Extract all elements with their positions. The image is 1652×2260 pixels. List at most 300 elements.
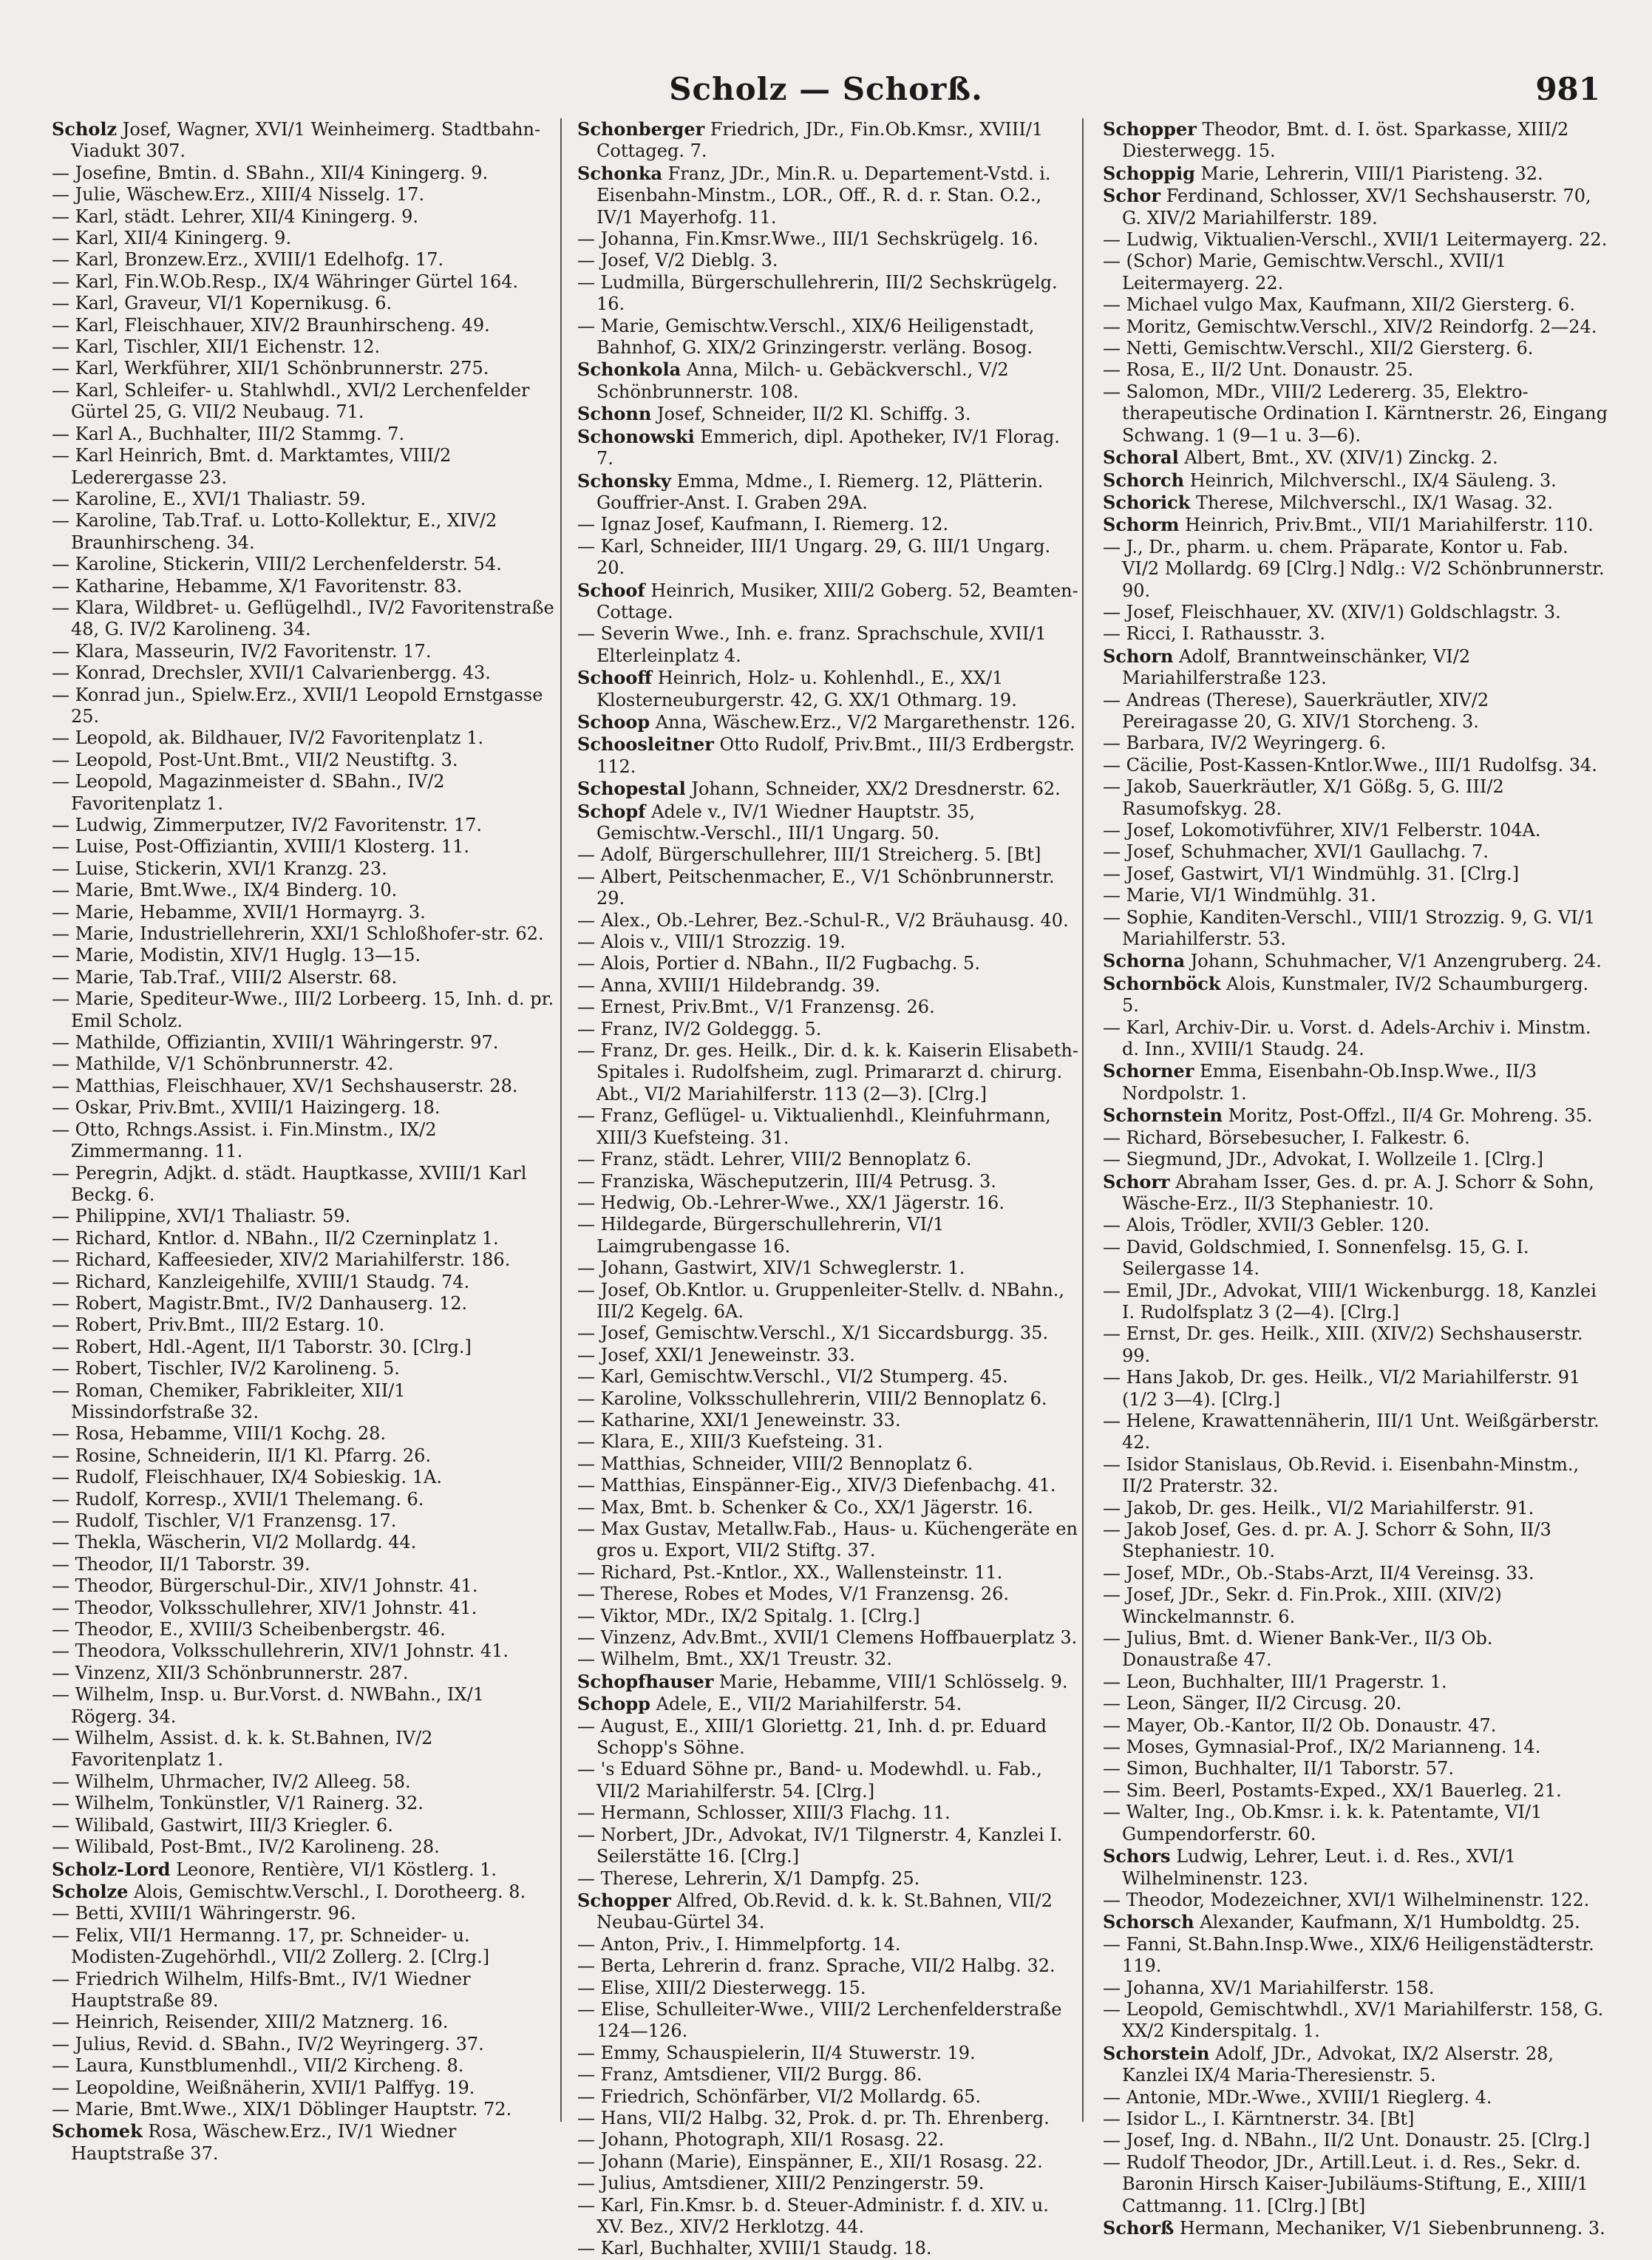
directory-entry — [52, 858, 557, 880]
entry-surname: — — [577, 1977, 595, 1998]
entry-surname: — — [577, 1475, 595, 1496]
entry-details: Richard, Kaffeesieder, XIV/2 Mariahilferstr. 186. — [75, 1249, 511, 1271]
entry-details: Otto Rudolf, Priv.Bmt., III/3 Erdbergstr. 112. — [596, 734, 1075, 777]
entry-surname: — — [52, 206, 69, 227]
entry-surname: — — [577, 514, 595, 535]
entry-details: Karl Heinrich, Bmt. d. Marktamtes, VIII/2 Lederergasse 23. — [71, 445, 452, 488]
entry-surname: — — [52, 1836, 69, 1858]
entry-details: Therese, Lehrerin, X/1 Dampfg. 25. — [600, 1867, 920, 1889]
entry-surname: Schornstein — [1103, 1104, 1223, 1127]
directory-entry — [52, 2099, 557, 2120]
entry-surname: — — [1103, 2130, 1121, 2151]
entry-details: Franziska, Wäscheputzerin, III/4 Petrusg. 3. — [600, 1170, 996, 1192]
entry-surname: — — [577, 623, 595, 645]
entry-surname: — — [1103, 754, 1121, 776]
directory-entry — [577, 2238, 1082, 2259]
entry-details: Isidor L., I. Kärntnerstr. 34. [Bt] — [1126, 2108, 1415, 2129]
directory-entry — [577, 228, 1082, 250]
directory-entry — [577, 1431, 1082, 1453]
entry-details: Albert, Peitschenmacher, E., V/1 Schönbrunnerstr. 29. — [596, 866, 1055, 909]
entry-details: Josef, Fleischhauer, XV. (XIV/1) Goldschlagstr. 3. — [1126, 601, 1561, 622]
entry-surname: Schopf — [577, 800, 646, 822]
directory-entry — [577, 844, 1082, 866]
entry-details: Adolf, Branntweinschänker, VI/2 Mariahilferstraße 123. — [1122, 645, 1471, 689]
entry-details: Jakob Josef, Ges. d. pr. A. J. Schorr & Sohn, II/3 Stephaniestr. 10. — [1122, 1519, 1551, 1562]
entry-details: Johann, Gastwirt, XIV/1 Schweglerstr. 1. — [600, 1258, 965, 1279]
directory-entry — [1103, 907, 1608, 951]
entry-surname: — — [1103, 885, 1121, 906]
directory-entry — [577, 1410, 1082, 1431]
directory-entry — [52, 662, 557, 684]
entry-details: Ricci, I. Rathausstr. 3. — [1126, 623, 1326, 645]
directory-entry — [52, 358, 557, 379]
entry-details: Karl, Fin.Kmsr. b. d. Steuer-Administr. f. d. XIV. u. XV. Bez., XIV/2 Herklotzg. 44. — [596, 2194, 1049, 2237]
entry-details: Hermann, Schlosser, XIII/3 Flachg. 11. — [600, 1802, 951, 1824]
directory-entry — [577, 2108, 1082, 2129]
entry-surname: — — [577, 1258, 595, 1279]
entry-surname: — — [1103, 1453, 1121, 1475]
entry-surname: — — [1103, 820, 1121, 841]
directory-entry — [52, 1815, 557, 1836]
directory-entry — [52, 1598, 557, 1619]
entry-surname: — — [577, 2194, 595, 2216]
entry-surname: — — [577, 1323, 595, 1344]
directory-entry — [52, 163, 557, 184]
directory-entry — [1103, 469, 1608, 492]
entry-details: Wilibald, Gastwirt, III/3 Kriegler. 6. — [75, 1814, 393, 1836]
entry-details: Marie, Hebamme, XVII/1 Hormayrg. 3. — [75, 901, 426, 923]
entry-surname: — — [1103, 601, 1121, 622]
entry-details: Karl, Buchhalter, XVIII/1 Staudg. 18. — [600, 2238, 932, 2259]
entry-surname: — — [52, 1640, 69, 1662]
directory-entry — [1103, 690, 1608, 733]
entry-surname: — — [52, 1510, 69, 1531]
entry-details: Julius, Revid. d. SBahn., IV/2 Weyringerg. 37. — [75, 2033, 484, 2054]
entry-surname: — — [52, 1968, 69, 1989]
entry-surname: Schonkola — [577, 359, 681, 381]
directory-entry — [52, 1119, 557, 1163]
entry-surname: — — [52, 1206, 69, 1227]
entry-surname: — — [52, 1227, 69, 1249]
entry-surname: — — [52, 1336, 69, 1357]
entry-surname: — — [52, 1053, 69, 1075]
directory-entry — [52, 902, 557, 923]
entry-surname: Schorm — [1103, 514, 1180, 536]
entry-details: Josef, Lokomotivführer, XIV/1 Felberstr. 104A. — [1126, 820, 1541, 841]
entry-details: Johanna, Fin.Kmsr.Wwe., III/1 Sechskrügelg. 16. — [600, 228, 1039, 250]
column-middle — [577, 118, 1082, 2259]
entry-details: Alois v., VIII/1 Strozzig. 19. — [600, 932, 846, 953]
entry-details: Leopold, Gemischtwhdl., XV/1 Mariahilferstr. 158, G. XX/2 Kinderspitalg. 1. — [1122, 1998, 1604, 2042]
entry-details: Marie, Tab.Traf., VIII/2 Alserstr. 68. — [75, 966, 398, 988]
entry-details: Ferdinand, Schlosser, XV/1 Sechshauserstr. 70, G. XIV/2 Mariahilferstr. 189. — [1122, 186, 1591, 228]
directory-entry — [52, 315, 557, 336]
entry-surname: — — [1103, 1584, 1121, 1606]
entry-details: Leopold, Post-Unt.Bmt., VII/2 Neustiftg. 3. — [75, 749, 458, 770]
entry-details: Klara, Wildbret- u. Geflügelhdl., IV/2 Favoritenstraße 48, G. IV/2 Karolineng. 34. — [71, 597, 554, 640]
entry-details: Sophie, Kanditen-Verschl., VIII/1 Strozzig. 9, G. VI/1 Mariahilferstr. 53. — [1122, 906, 1596, 950]
directory-entry — [52, 1881, 557, 1903]
entry-surname: — — [52, 662, 69, 684]
entry-surname: — — [1103, 689, 1121, 710]
directory-entry — [1103, 1323, 1608, 1367]
entry-details: Moritz, Post-Offzl., II/4 Gr. Mohreng. 35. — [1228, 1105, 1593, 1127]
directory-entry — [577, 272, 1082, 316]
entry-surname: — — [52, 293, 69, 314]
entry-details: Adolf, Bürgerschullehrer, III/1 Streicherg. 5. [Bt] — [600, 844, 1041, 866]
directory-entry — [577, 1497, 1082, 1518]
entry-details: Josef, XXI/1 Jeneweinstr. 33. — [600, 1344, 855, 1365]
entry-surname: Schopper — [577, 1889, 671, 1911]
directory-entry — [577, 1323, 1082, 1344]
entry-details: Karl, XII/4 Kiningerg. 9. — [75, 228, 292, 249]
entry-details: Isidor Stanislaus, Ob.Revid. i. Eisenbahn-Minstm., II/2 Praterstr. 32. — [1122, 1453, 1580, 1497]
entry-details: Wilhelm, Bmt., XX/1 Treustr. 32. — [600, 1649, 893, 1670]
entry-surname: — — [1103, 1236, 1121, 1258]
entry-surname: — — [577, 250, 595, 271]
entry-surname: Schopper — [1103, 118, 1197, 140]
entry-surname: — — [52, 901, 69, 923]
entry-surname: — — [52, 1249, 69, 1271]
directory-entry — [577, 1105, 1082, 1149]
entry-surname: — — [577, 1040, 595, 1062]
entry-details: Katharine, XXI/1 Jeneweinstr. 33. — [600, 1409, 901, 1431]
entry-surname: — — [1103, 359, 1121, 381]
directory-entry — [577, 1955, 1082, 1977]
entry-surname: — — [52, 727, 69, 749]
directory-entry — [577, 1978, 1082, 1999]
directory-entry — [577, 470, 1082, 515]
directory-entry — [1103, 755, 1608, 776]
directory-entry — [52, 1249, 557, 1271]
directory-entry — [577, 1258, 1082, 1279]
directory-entry — [52, 249, 557, 271]
directory-entry — [52, 750, 557, 771]
entry-surname: Schonowski — [577, 425, 695, 447]
entry-details: Laura, Kunstblumenhdl., VII/2 Kircheng. 8. — [75, 2055, 464, 2077]
entry-details: Rudolf, Tischler, V/1 Franzensg. 17. — [75, 1510, 397, 1531]
entry-details: Betti, XVIII/1 Währingerstr. 96. — [75, 1903, 356, 1924]
entry-details: Therese, Milchverschl., IX/1 Wasag. 32. — [1196, 492, 1553, 513]
directory-entry — [577, 1868, 1082, 1890]
entry-details: Karl, Werkführer, XII/1 Schönbrunnerstr. 275. — [75, 358, 489, 379]
directory-entry — [1103, 294, 1608, 316]
entry-surname: — — [52, 1292, 69, 1314]
entry-surname: Schooff — [577, 667, 653, 689]
entry-surname: — — [1103, 1149, 1121, 1170]
directory-entry — [1103, 1215, 1608, 1236]
entry-details: Karl, Graveur, VI/1 Kopernikusg. 6. — [75, 293, 392, 314]
directory-entry — [1103, 776, 1608, 820]
entry-surname: Schonberger — [577, 118, 705, 140]
entry-details: Konrad, Drechsler, XVII/1 Calvarienbergg. 43. — [75, 662, 491, 684]
entry-surname: — — [1103, 294, 1121, 316]
directory-entry — [577, 403, 1082, 425]
directory-entry — [577, 163, 1082, 228]
entry-details: Ludmilla, Bürgerschullehrerin, III/2 Sechskrügelg. 16. — [596, 271, 1058, 315]
entry-surname: — — [577, 1366, 595, 1388]
entry-surname: — — [52, 749, 69, 770]
entry-surname: — — [52, 1423, 69, 1445]
entry-details: Luise, Stickerin, XVI/1 Kranzg. 23. — [75, 858, 387, 879]
entry-details: Emma, Eisenbahn-Ob.Insp.Wwe., II/3 Nordpolstr. 1. — [1122, 1061, 1537, 1104]
entry-surname: — — [52, 1597, 69, 1618]
entry-surname: — — [52, 1684, 69, 1706]
directory-entry — [52, 880, 557, 901]
entry-surname: — — [577, 1933, 595, 1955]
directory-entry — [1103, 316, 1608, 338]
entry-details: Robert, Magistr.Bmt., IV/2 Danhauserg. 12. — [75, 1292, 468, 1314]
entry-surname: — — [577, 1192, 595, 1213]
directory-entry — [577, 1890, 1082, 1934]
entry-details: Emil, JDr., Advokat, VIII/1 Wickenburgg. 18, Kanzlei I. Rudolfsplatz 3 (2—4). [Clrg.] — [1122, 1280, 1597, 1323]
entry-details: Fanni, St.Bahn.Insp.Wwe., XIX/6 Heiligenstädterstr. 119. — [1122, 1933, 1594, 1977]
directory-entry — [1103, 359, 1608, 381]
entry-details: Felix, VII/1 Hermanng. 17, pr. Schneider- u. Modisten-Zugehörhdl., VII/2 Zollerg. 2. [Clrg.] — [71, 1924, 490, 1968]
entry-details: Philippine, XVI/1 Thaliastr. 59. — [75, 1206, 351, 1227]
directory-entry — [577, 1759, 1082, 1802]
directory-entry — [1103, 841, 1608, 863]
entry-details: Rudolf, Korresp., XVII/1 Thelemang. 6. — [75, 1488, 424, 1510]
entry-surname: — — [52, 1075, 69, 1096]
entry-details: Karl, Fleischhauer, XIV/2 Braunhirscheng. 49. — [75, 314, 490, 336]
entry-surname: — — [52, 597, 69, 618]
directory-entry — [52, 576, 557, 597]
directory-entry — [1103, 118, 1608, 163]
entry-details: Julius, Bmt. d. Wiener Bank-Ver., II/3 Ob. Donaustraße 47. — [1122, 1628, 1493, 1671]
directory-entry — [577, 1584, 1082, 1605]
entry-details: Leopoldine, Weißnäherin, XVII/1 Palffyg. 19. — [75, 2077, 475, 2098]
entry-details: Friedrich, Schönfärber, VI/2 Mollardg. 65. — [600, 2086, 981, 2107]
directory-entry — [52, 424, 557, 445]
entry-details: Peregrin, Adjkt. d. städt. Hauptkasse, XVIII/1 Karl Beckg. 6. — [71, 1162, 527, 1205]
entry-details: Leon, Sänger, II/2 Circusg. 20. — [1126, 1693, 1402, 1714]
entry-surname: — — [52, 988, 69, 1010]
entry-details: Norbert, JDr., Advokat, IV/1 Tilgnerstr. 4, Kanzlei I. Seilerstätte 16. [Clrg.] — [596, 1824, 1063, 1867]
directory-entry — [52, 815, 557, 836]
entry-surname: — — [1103, 1628, 1121, 1649]
directory-entry — [52, 967, 557, 988]
directory-entry — [52, 685, 557, 728]
directory-entry — [577, 1366, 1082, 1388]
directory-entry — [1103, 1171, 1608, 1215]
directory-entry — [1103, 229, 1608, 251]
directory-entry — [52, 1272, 557, 1293]
directory-entry — [1103, 537, 1608, 602]
entry-details: Friedrich Wilhelm, Hilfs-Bmt., IV/1 Wiedner Hauptstraße 89. — [71, 1968, 471, 2011]
entry-details: Adele v., IV/1 Wiedner Hauptstr. 35, Gemischtw.-Verschl., III/1 Ungarg. 50. — [596, 801, 976, 844]
entry-details: Ludwig, Viktualien-Verschl., XVII/1 Leitermayerg. 22. — [1126, 229, 1608, 251]
entry-surname: — — [52, 1271, 69, 1292]
directory-entry — [52, 1337, 557, 1358]
directory-entry — [577, 580, 1082, 624]
directory-entry — [577, 1649, 1082, 1670]
entry-surname: — — [1103, 1779, 1121, 1801]
directory-entry — [1103, 1563, 1608, 1584]
entry-details: Oskar, Priv.Bmt., XVIII/1 Haizingerg. 18. — [75, 1097, 441, 1119]
entry-details: Hedwig, Ob.-Lehrer-Wwe., XX/1 Jägerstr. 16. — [600, 1192, 1005, 1213]
directory-entry — [52, 1836, 557, 1858]
entry-details: Salomon, MDr., VIII/2 Ledererg. 35, Elektro-therapeutische Ordination I. Kärntnerstr. 26, Eingang Schwang. 1 (9—1 u. 3—6). — [1122, 381, 1608, 446]
entry-surname: — — [52, 488, 69, 509]
entry-details: Alexander, Kaufmann, X/1 Humboldtg. 25. — [1200, 1912, 1580, 1933]
entry-surname: — — [1103, 1497, 1121, 1518]
directory-entry — [52, 1969, 557, 2012]
entry-details: Karoline, Tab.Traf. u. Lotto-Kollektur, E., XIV/2 Braunhirscheng. 34. — [71, 510, 497, 553]
entry-surname: — — [577, 1431, 595, 1453]
entry-surname: — — [1103, 1889, 1121, 1910]
directory-entry — [577, 975, 1082, 997]
entry-surname: — — [1103, 1410, 1121, 1431]
entry-details: Karl, Archiv-Dir. u. Vorst. d. Adels-Archiv i. Minstm. d. Inn., XVIII/1 Staudg. 24. — [1122, 1017, 1591, 1060]
entry-surname: Schoral — [1103, 447, 1179, 469]
directory-entry — [52, 1467, 557, 1488]
entry-details: Elise, XIII/2 Diesterwegg. 15. — [600, 1977, 866, 1998]
entry-surname: — — [577, 1388, 595, 1409]
directory-entry — [577, 2173, 1082, 2194]
entry-details: Emmerich, dipl. Apotheker, IV/1 Florag. 7. — [596, 426, 1060, 469]
entry-surname: — — [1103, 1367, 1121, 1388]
entry-details: Josefine, Bmtin. d. SBahn., XII/4 Kiningerg. 9. — [75, 162, 489, 183]
entry-surname: — — [52, 836, 69, 858]
directory-entry — [1103, 381, 1608, 447]
entry-details: Heinrich, Milchverschl., IX/4 Säuleng. 3. — [1189, 469, 1557, 491]
entry-surname: Schorstein — [1103, 2042, 1210, 2064]
directory-entry — [52, 1358, 557, 1380]
directory-entry — [1103, 623, 1608, 645]
entry-surname: — — [1103, 1693, 1121, 1714]
entry-surname: — — [1103, 338, 1121, 359]
directory-entry — [577, 118, 1082, 163]
entry-surname: — — [577, 1715, 595, 1737]
entry-details: Walter, Ing., Ob.Kmsr. i. k. k. Patentamte, VI/1 Gumpendorferstr. 60. — [1122, 1802, 1543, 1845]
directory-entry — [52, 1445, 557, 1467]
entry-details: Moses, Gymnasial-Prof., IX/2 Marianneng. 14. — [1126, 1737, 1541, 1758]
entry-surname: — — [577, 1605, 595, 1626]
entry-surname: — — [52, 1771, 69, 1792]
directory-entry — [52, 445, 557, 489]
entry-surname: — — [52, 1445, 69, 1466]
directory-entry — [1103, 1758, 1608, 1779]
entry-surname: Scholz-Lord — [52, 1858, 171, 1880]
directory-entry — [52, 771, 557, 815]
directory-entry — [1103, 1780, 1608, 1802]
directory-entry — [52, 228, 557, 249]
entry-surname: — — [1103, 2151, 1121, 2173]
entry-surname: — — [52, 1793, 69, 1814]
entry-surname: Schor — [1103, 185, 1161, 207]
entry-details: Leopold, ak. Bildhauer, IV/2 Favoritenplatz 1. — [75, 727, 484, 749]
entry-details: Matthias, Schneider, VIII/2 Bennoplatz 6. — [600, 1453, 973, 1474]
directory-entry — [577, 2195, 1082, 2239]
entry-details: Robert, Priv.Bmt., III/2 Estarg. 10. — [75, 1314, 385, 1336]
entry-details: Johann, Schneider, XX/2 Dresdnerstr. 62. — [691, 778, 1061, 800]
entry-details: Marie, Industriellehrerin, XXI/1 Schloßhofer-str. 62. — [75, 923, 544, 945]
entry-details: (Schor) Marie, Gemischtw.Verschl., XVII/1 Leitermayerg. 22. — [1122, 251, 1507, 293]
entry-details: Leon, Buchhalter, III/1 Pragerstr. 1. — [1126, 1671, 1447, 1692]
entry-details: Heinrich, Reisender, XIII/2 Matznerg. 16. — [75, 2012, 449, 2033]
entry-details: Anna, Wäschew.Erz., V/2 Margarethenstr. 126. — [655, 711, 1076, 733]
entry-details: Karl, Bronzew.Erz., XVIII/1 Edelhofg. 17. — [75, 249, 444, 271]
entry-surname: — — [52, 1662, 69, 1683]
entry-details: Karl, Schneider, III/1 Ungarg. 29, G. III/1 Ungarg. 20. — [596, 535, 1051, 579]
entry-surname: Schoppig — [1103, 162, 1195, 184]
directory-entry — [52, 1293, 557, 1314]
directory-entry — [577, 536, 1082, 580]
entry-surname: — — [52, 358, 69, 379]
entry-surname: — — [577, 1627, 595, 1649]
entry-details: Michael vulgo Max, Kaufmann, XII/2 Giersterg. 6. — [1126, 294, 1575, 316]
entry-surname: — — [1103, 1802, 1121, 1823]
directory-entry — [52, 271, 557, 293]
directory-entry — [52, 945, 557, 966]
entry-details: Hermann, Mechaniker, V/1 Siebenbrunneng. 3. — [1179, 2218, 1605, 2239]
entry-surname: — — [577, 1518, 595, 1539]
entry-details: Emmy, Schauspielerin, II/4 Stuwerstr. 19. — [600, 2042, 976, 2063]
entry-details: Rosine, Schneiderin, II/1 Kl. Pfarrg. 26. — [75, 1445, 432, 1466]
directory-entry — [1103, 1237, 1608, 1280]
entry-surname: Schorsch — [1103, 1911, 1194, 1933]
directory-entry — [52, 988, 557, 1032]
directory-entry — [1103, 1628, 1608, 1672]
directory-entry — [52, 1380, 557, 1424]
entry-surname: — — [1103, 2108, 1121, 2129]
directory-entry — [1103, 492, 1608, 514]
entry-details: Alfred, Ob.Revid. d. k. k. St.Bahnen, VII/2 Neubau-Gürtel 34. — [596, 1890, 1053, 1933]
directory-entry — [577, 1518, 1082, 1562]
directory-entry — [1103, 514, 1608, 536]
directory-entry — [52, 727, 557, 749]
directory-entry — [577, 801, 1082, 845]
entry-surname: Schonn — [577, 403, 652, 425]
directory-entry — [52, 554, 557, 575]
entry-details: Josef, Gemischtw.Verschl., X/1 Siccardsburgg. 35. — [600, 1323, 1049, 1344]
directory-entry — [52, 1575, 557, 1597]
entry-surname: — — [52, 554, 69, 575]
directory-entry — [577, 1999, 1082, 2043]
entry-details: Klara, E., XIII/3 Kuefsteing. 31. — [600, 1431, 883, 1453]
entry-surname: — — [577, 2173, 595, 2194]
page-number: 981 — [1535, 71, 1600, 107]
entry-surname: — — [577, 2151, 595, 2172]
entry-surname: — — [1103, 316, 1121, 337]
entry-details: Karl, Fin.W.Ob.Resp., IX/4 Währinger Gürtel 164. — [75, 271, 519, 292]
entry-details: Barbara, IV/2 Weyringerg. 6. — [1126, 733, 1387, 754]
entry-surname: — — [1103, 1562, 1121, 1584]
entry-details: Franz, Amtsdiener, VII/2 Burgg. 86. — [600, 2064, 922, 2086]
directory-entry — [577, 1345, 1082, 1366]
entry-details: Jakob, Sauerkräutler, X/1 Gößg. 5, G. III/2 Rasumofskyg. 28. — [1122, 776, 1504, 819]
entry-details: Josef, Ob.Kntlor. u. Gruppenleiter-Stellv. d. NBahn., III/2 Kegelg. 6A. — [596, 1279, 1064, 1322]
entry-details: Adolf, JDr., Advokat, IX/2 Alserstr. 28, Kanzlei IX/4 Maria-Theresienstr. 5. — [1122, 2043, 1554, 2086]
entry-surname: — — [1103, 1017, 1121, 1038]
entry-surname: — — [52, 445, 69, 466]
entry-details: J., Dr., pharm. u. chem. Präparate, Kontor u. Fab. VI/2 Mollardg. 69 [Clrg.] Ndlg.: V/2 Schönbrunnerstr. 90. — [1122, 536, 1605, 601]
entry-details: Hildegarde, Bürgerschullehrerin, VI/1 Laimgrubengasse 16. — [596, 1214, 945, 1257]
entry-details: Richard, Pst.-Kntlor., XX., Wallensteinstr. 11. — [600, 1561, 1003, 1583]
entry-surname: — — [577, 1649, 595, 1670]
entry-details: Mathilde, Offiziantin, XVIII/1 Währingerstr. 97. — [75, 1032, 499, 1053]
entry-details: Alois, Gemischtw.Verschl., I. Dorotheerg. 8. — [134, 1881, 526, 1902]
directory-entry — [1103, 973, 1608, 1017]
entry-surname: — — [52, 271, 69, 292]
entry-details: Max Gustav, Metallw.Fab., Haus- u. Küchengeräte en gros u. Export, VII/2 Stiftg. 37. — [596, 1518, 1078, 1561]
entry-details: Mathilde, V/1 Schönbrunnerstr. 42. — [75, 1053, 394, 1075]
entry-details: Wilhelm, Tonkünstler, V/1 Rainerg. 32. — [75, 1793, 424, 1814]
entry-surname: — — [52, 923, 69, 945]
directory-columns — [52, 118, 1608, 2259]
entry-surname: — — [52, 2012, 69, 2033]
